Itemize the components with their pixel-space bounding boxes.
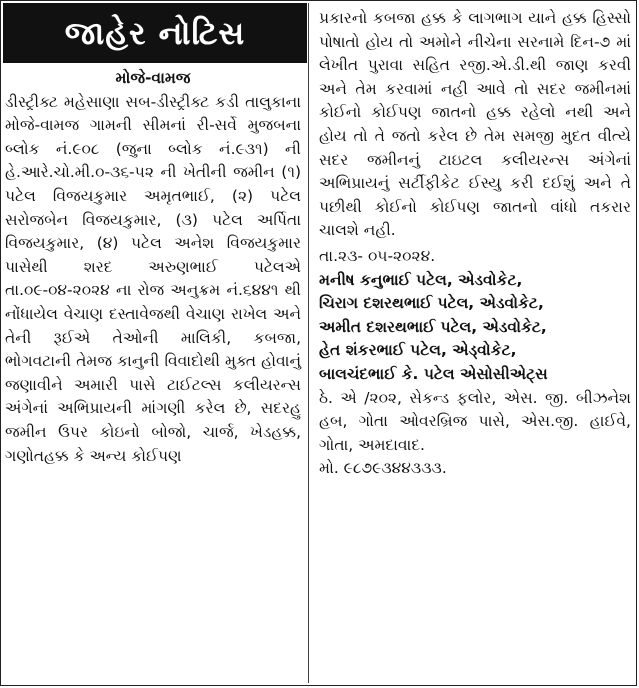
village-heading: મોજે-વામજ xyxy=(115,69,191,87)
notice-title: જાહેર નોટિસ xyxy=(3,3,307,63)
notice-body-left: ડીસ્ટ્રીક્ટ મહેસાણા સબ-ડીસ્ટ્રીક્ટ કડી તાલુકાના મોજે-વામજ ગામની સીમનાં રી-સર્વે મુજબના બ્લોક નં.૯૦૮ (જુના બ્લોક નં.૯૩૧) ની હે.આરે.ચો.મી.૦-૩૬-૫૨ ની ખેતીની જમીન (૧) પટેલ વિજયકુમાર અમૃતભાઈ, (૨) પટેલ સરોજબેન વિજયકુમાર, (૩) પટેલ અર્પિતા વિજયકુમાર, (૪) પટેલ અનેશ વિજયકુમાર પાસેથી શરદ અરુણભાઈ પટેલએ તા.૦૯-૦૪-૨૦૨૪ ના રોજ અનુક્રમ નં.૬૪૪૧ થી નોંધાયેલ વેચાણ દસ્તાવેજથી વેચાણ રાખેલ અને તેની રૂઈએ તેઓની માલિકી, કબજા, ભોગવટાની તેમજ કાનુની વિવાદોથી મુક્ત હોવાનું જણાવીને અમારી પાસે ટાઈટલ્સ કલીયરન્સ અંગેનાં અભિપ્રાયની માંગણી કરેલ છે, સદરહુ જમીન ઉપર કોઇનો બોજો, ચાર્જ, ખેડહક્ક, ગણોતહક્ક કે અન્ય કોઈપણ xyxy=(5,92,301,465)
column-divider xyxy=(308,3,309,683)
notice-date: તા.૨૩- ૦૫-૨૦૨૪. xyxy=(319,246,436,265)
signatory-line: મનીષ કનુભાઈ પટેલ, એડવોકેટ, xyxy=(319,270,523,289)
mobile-number: મો. ૯૮૭૯૩૪૪૩૩૩. xyxy=(319,459,447,478)
office-address: ઠે. એ /૨૦૨, સેકન્ડ ફલોર, એસ. જી. બીઝનેશ હબ, ગોતા ઓવરબ્રિજ પાસે, એસ.જી. હાઈવે, ગોતા, અમદાવાદ. xyxy=(319,388,631,454)
signatory-line: બાલચંદભાઈ કે. પટેલ એસોસીએટ્સ xyxy=(319,364,548,383)
signatory-line: અમીત દશરથભાઈ પટેલ, એડવોકેટ, xyxy=(319,317,547,336)
right-column xyxy=(319,7,631,481)
notice-body-right: પ્રકારનો કબજા હક્ક કે લાગભાગ યાને હક્ક હિસ્સો પોષાતો હોય તો અમોને નીચેના સરનામે દિન-૭ માં લેખીત પુરાવા સહિત રજી.એ.ડી.થી જાણ કરવી અને તેમ કરવામાં નહી આવે તો સદર જમીનમાં કોઈનો કોઈપણ જાતનો હક્ક રહેલો નથી અને હોય તો તે જતો કરેલ છે તેમ સમજી મુદત વીત્યે સદર જમીનનું ટાઇટલ કલીયરન્સ અંગેનાં અભિપ્રાયનું સર્ટીફીકેટ ઈસ્યુ કરી દઈશું અને તે પછીથી કોઈનો કોઈપણ જાતનો વાંધો તકરાર ચાલશે નહી. xyxy=(319,9,631,240)
signatory-line: ચિરાગ દશરથભાઈ પટેલ, એડવોકેટ, xyxy=(319,294,544,313)
signatory-line: હેત શંકરભાઈ પટેલ, એડ્વોકેટ, xyxy=(319,341,517,360)
left-column xyxy=(5,67,301,468)
